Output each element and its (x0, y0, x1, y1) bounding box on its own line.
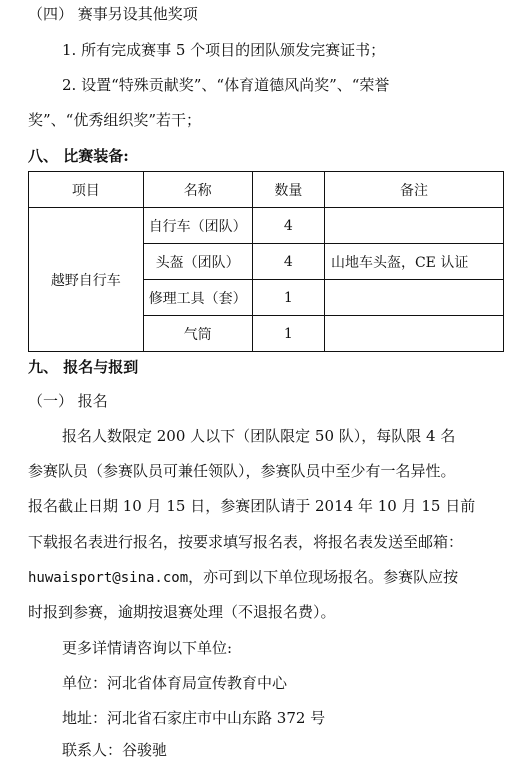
header-project: 项目 (29, 172, 144, 208)
table-row (29, 208, 504, 244)
para-line-5 (28, 567, 458, 588)
item-qty: 1 (252, 316, 324, 352)
section8-heading: 八、 比赛装备: (28, 147, 129, 165)
item-qty: 4 (252, 208, 324, 244)
item-name: 头盔（团队） (143, 244, 252, 280)
award-item-2-line1: 2. 设置“特殊贡献奖”、“体育道德风尚奖”、“荣誉 (62, 76, 390, 94)
para-line-6: 时报到参赛，逾期按退赛处理（不退报名费）。 (28, 603, 336, 621)
section9-sub1: （一） 报名 (28, 392, 108, 410)
item-qty: 4 (252, 244, 324, 280)
more-info: 更多详情请咨询以下单位: (62, 639, 233, 657)
header-notes: 备注 (324, 172, 503, 208)
award-item-1: 1. 所有完成赛事 5 个项目的团队颁发完赛证书； (62, 41, 386, 59)
category-cell: 越野自行车 (29, 208, 144, 352)
contact-email-link[interactable]: huwaisport@sina.com (28, 570, 189, 586)
section4-heading: （四） 赛事另设其他奖项 (28, 5, 198, 23)
contact-person: 联系人：谷骏驰 (62, 741, 168, 759)
award-item-2-line2: 奖”、“优秀组织奖”若干； (28, 111, 202, 129)
para-line-4: 下载报名表进行报名，按要求填写报名表，将报名表发送至邮箱： (28, 533, 464, 551)
header-quantity: 数量 (252, 172, 324, 208)
section9-heading: 九、 报名与报到 (28, 358, 139, 376)
email-tail: ，亦可到以下单位现场报名。参赛队应按 (188, 568, 459, 586)
table-header-row (29, 172, 504, 208)
equipment-table (28, 171, 504, 352)
contact-unit: 单位：河北省体育局宣传教育中心 (62, 674, 288, 692)
item-name: 自行车（团队） (143, 208, 252, 244)
item-note (324, 280, 503, 316)
para-line-2: 参赛队员（参赛队员可兼任领队），参赛队员中至少有一名异性。 (28, 462, 456, 480)
para-line-3: 报名截止日期 10 月 15 日，参赛团队请于 2014 年 10 月 15 日前 (28, 497, 476, 515)
item-note: 山地车头盔，CE 认证 (324, 244, 503, 280)
item-name: 修理工具（套） (143, 280, 252, 316)
item-note (324, 316, 503, 352)
item-note (324, 208, 503, 244)
para-line-1: 报名人数限定 200 人以下（团队限定 50 队），每队限 4 名 (62, 427, 456, 445)
item-name: 气筒 (143, 316, 252, 352)
header-name: 名称 (143, 172, 252, 208)
item-qty: 1 (252, 280, 324, 316)
contact-address: 地址：河北省石家庄市中山东路 372 号 (62, 709, 326, 727)
